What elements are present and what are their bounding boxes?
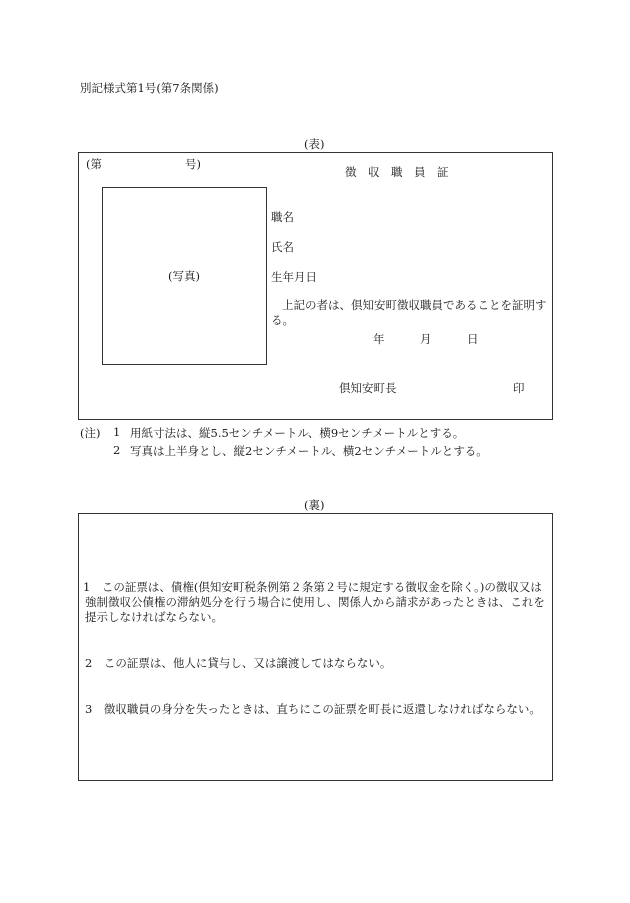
clause-text: この証票は、債権(倶知安町税条例第２条第２号に規定する徴収金を除く。)の徴収又は強制徴収公債権の滞納処分を行う場合に使用し、関係人から請求があったときは、これを提示しなければならない。 [85, 580, 545, 624]
notes-prefix: (注) [80, 426, 101, 440]
date-day: 日 [467, 332, 479, 346]
field-name: 氏名 [271, 240, 294, 254]
field-birth-date: 生年月日 [271, 270, 317, 284]
note-text: 用紙寸法は、縦5.5センチメートル、横9センチメートルとする。 [130, 426, 465, 440]
front-label: (表) [304, 137, 325, 151]
seal-mark: 印 [513, 381, 525, 395]
photo-label: (写真) [168, 269, 200, 283]
note-number: 1 [113, 425, 121, 439]
clause-text: 徴収職員の身分を失ったときは、直ちにこの証票を町長に返還しなければならない。 [103, 702, 541, 716]
date-year: 年 [373, 332, 385, 346]
clause [85, 580, 547, 625]
clause-text: この証票は、他人に貸与し、又は譲渡してはならない。 [103, 656, 392, 670]
note-number: 2 [113, 443, 121, 457]
certification-text: 上記の者は、倶知安町徴収職員であることを証明する。 [271, 298, 547, 327]
issuer: 倶知安町長 [339, 381, 397, 395]
back-card [78, 513, 553, 781]
clause-number: 2 [85, 656, 93, 670]
note-text: 写真は上半身とし、縦2センチメートル、横2センチメートルとする。 [130, 444, 488, 458]
photo-box [102, 187, 267, 365]
clause-number: 3 [85, 702, 93, 716]
date-month: 月 [420, 332, 432, 346]
front-card [78, 152, 553, 420]
back-label: (裏) [304, 498, 325, 512]
form-title: 別記様式第1号(第7条関係) [80, 81, 219, 95]
clause [85, 656, 547, 671]
field-position: 職名 [271, 210, 294, 224]
certificate-number-suffix: 号) [185, 157, 201, 171]
clause [85, 702, 547, 717]
clause-number: 1 [83, 580, 91, 594]
certificate-number-prefix: (第 [86, 157, 102, 171]
card-title: 徴 収 職 員 証 [345, 165, 449, 179]
